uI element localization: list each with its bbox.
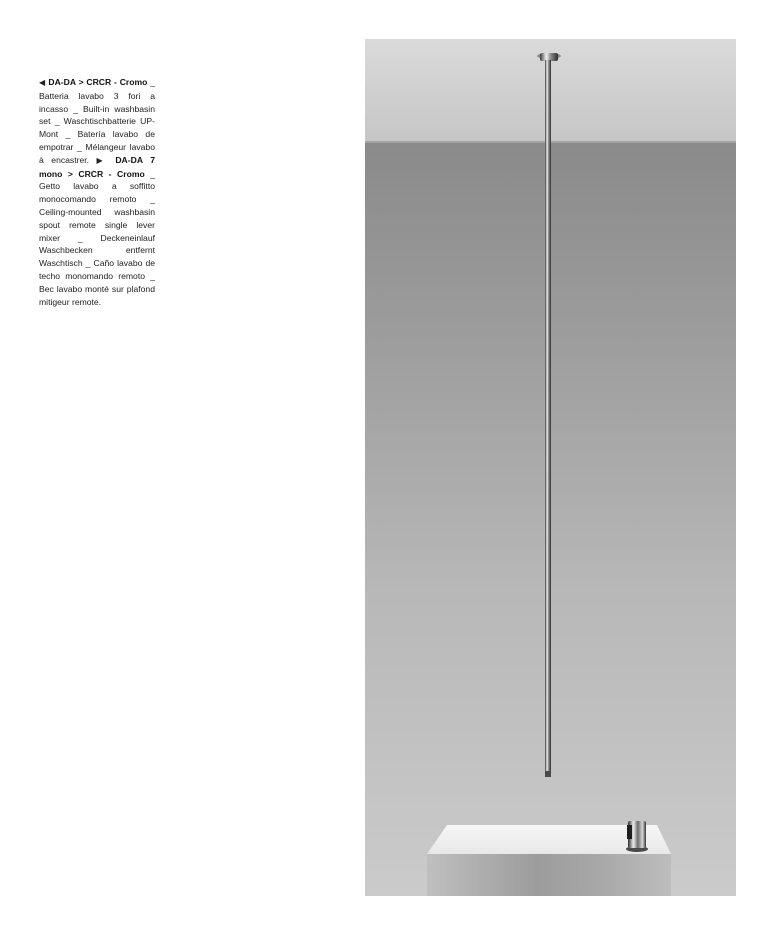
product-description-da-da-7-mono: _ Getto lavabo a soffitto monocomando remoto _ Ceiling-mounted washbasin spout remote single lever mixer _ Deckeneinlauf Waschbecken entfernt Waschtisch _ Caño lavabo de techo monomando remoto _ Bec lavabo monté sur plafond mitigeur remote. bbox=[39, 168, 156, 307]
left-arrow-icon: ◀ bbox=[39, 78, 46, 87]
mixer-lever bbox=[627, 825, 632, 839]
counter-front bbox=[427, 854, 671, 896]
product-description-da-da: _ Batteria lavabo 3 fori a incasso _ Built-in washbasin set _ Waschtischbatterie UP-Mont _ Batería lavabo de empotrar _ Mélangeur lavabo à encastrer. bbox=[39, 77, 155, 165]
ceiling-mount bbox=[540, 53, 558, 61]
product-code-da-da-7-mono: DA-DA 7 mono > CRCR - Cromo bbox=[39, 154, 155, 179]
product-code-da-da: DA-DA > CRCR - Cromo bbox=[48, 77, 148, 87]
product-caption bbox=[39, 76, 155, 308]
product-photo-illustration bbox=[365, 39, 736, 896]
spout-outlet bbox=[545, 771, 551, 777]
spout-pipe bbox=[545, 60, 551, 777]
product-photo bbox=[365, 39, 736, 896]
right-arrow-icon: ▶ bbox=[96, 155, 108, 165]
